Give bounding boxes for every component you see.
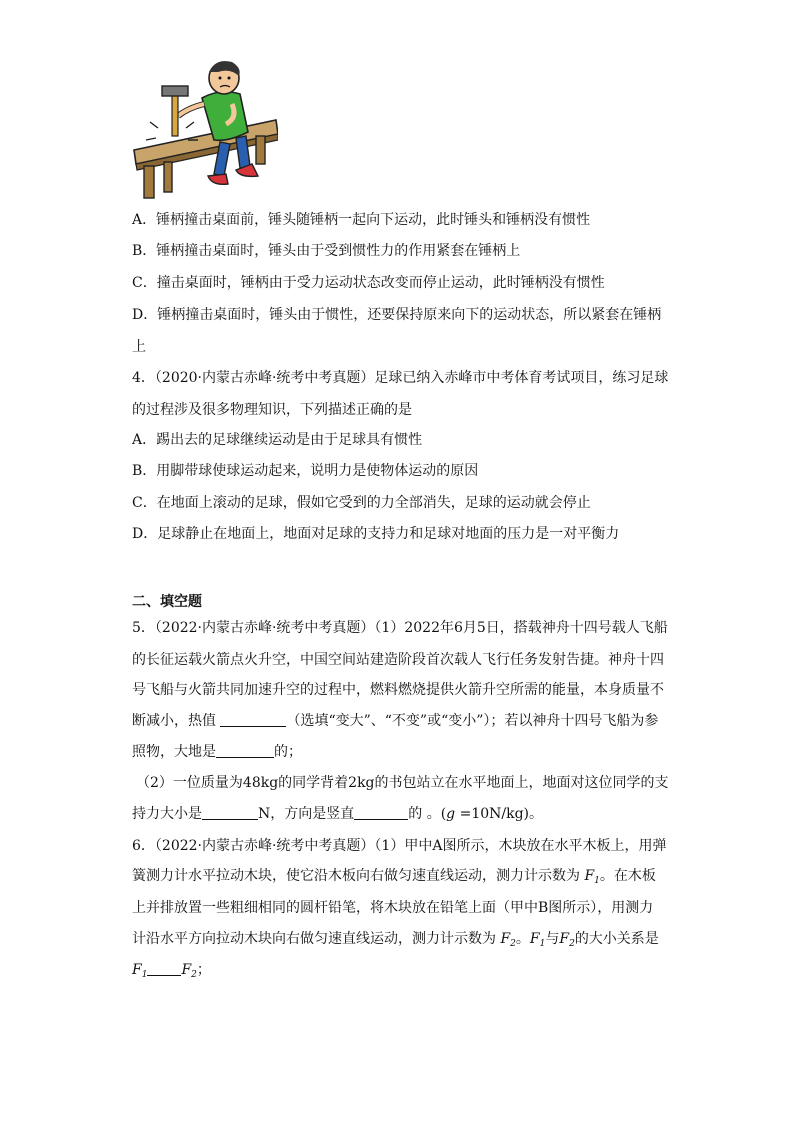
q5-text: （选填“变大”、“不变”或“变小”）；若以神舟十四号飞船为参	[286, 713, 659, 729]
q6-text: F	[584, 868, 595, 884]
q4-option-c: C．在地面上滚动的足球，假如它受到的力全部消失，足球的运动就会停止	[132, 495, 591, 511]
q6-text: 。在木板	[599, 868, 656, 884]
q5-text: N，方向是竖直	[258, 806, 355, 822]
q6-text: 1	[141, 970, 148, 980]
q4-option-d: D．足球静止在地面上，地面对足球的支持力和足球对地面的压力是一对平衡力	[132, 526, 620, 542]
q5-text: 的；	[274, 744, 302, 760]
q3-option-d: D．锤柄撞击桌面时，锤头由于惯性，还要保持原来向下的运动状态，所以紧套在锤柄	[132, 307, 662, 323]
q4-option-a: A．踢出去的足球继续运动是由于足球具有惯性	[132, 432, 423, 448]
q6-text: F	[132, 962, 142, 978]
q3-option-b: B．锤柄撞击桌面时，锤头由于受到惯性力的作用紧套在锤柄上	[132, 243, 521, 259]
q6-line-5	[132, 960, 672, 985]
q6-text: 2	[191, 970, 197, 980]
q5-text: 持力大小是	[132, 806, 202, 822]
q3-option-c: C．撞击桌面时，锤柄由于受力运动状态改变而停止运动，此时锤柄没有惯性	[132, 275, 605, 291]
answer-blank[interactable]	[216, 743, 274, 758]
q6-text: F	[529, 931, 540, 947]
q6-text: 1	[539, 939, 546, 949]
q5-line-3: 号飞船与火箭共同加速升空的过程中，燃料燃烧提供火箭升空所需的能量，本身质量不	[132, 682, 664, 698]
q5-text: 的 。(	[408, 806, 447, 822]
answer-blank[interactable]	[147, 961, 181, 976]
hammer-bench-illustration-icon	[128, 58, 278, 200]
q6-text: 1	[594, 876, 600, 886]
q5-line-5	[132, 742, 672, 762]
q6-line-4	[132, 929, 672, 954]
q3-option-d-cont: 上	[132, 339, 146, 355]
q5-text: 照物，大地是	[132, 744, 216, 760]
q4-stem-cont: 的过程涉及很多物理知识，下列描述正确的是	[132, 402, 412, 418]
q5-text: g	[446, 806, 456, 822]
q6-text: 与	[545, 931, 560, 947]
q6-text: 计沿水平方向拉动木块向右做匀速直线运动，测力计示数为	[132, 931, 501, 947]
q5-line-4	[132, 711, 672, 731]
q5-line-2: 的长征运载火箭点火升空，中国空间站建造阶段首次载人飞行任务发射告捷。神舟十四	[132, 652, 664, 668]
q6-line-3: 上并排放置一些粗细相同的圆杆铅笔，将木块放在铅笔上面（甲中B图所示），用测力	[132, 900, 654, 916]
q4-option-b: B．用脚带球使球运动起来，说明力是使物体运动的原因	[132, 463, 479, 479]
section-title-fill-blank: 二、填空题	[132, 594, 202, 610]
answer-blank[interactable]	[202, 805, 258, 820]
q6-text: 的大小关系是	[574, 931, 659, 947]
q6-text: 2	[569, 939, 575, 949]
q5-line-1: 5．（2022·内蒙古赤峰·统考中考真题）（1）2022年6月5日，搭载神舟十四号载人飞船	[132, 620, 668, 636]
answer-blank[interactable]	[220, 712, 286, 727]
q5-text: =10N/kg)。	[455, 806, 544, 822]
q5-text: 断减小，热值	[132, 713, 221, 729]
q6-text: 簧测力计水平拉动木块，使它沿木板向右做匀速直线运动，测力计示数为	[132, 868, 585, 884]
q6-text: F	[181, 962, 192, 978]
q6-text: ；	[196, 962, 211, 978]
q6-text: 。	[515, 931, 530, 947]
q5-line-6: （2）一位质量为48kg的同学背着2kg的书包站立在水平地面上，地面对这位同学的支	[136, 775, 669, 791]
q4-stem: 4．（2020·内蒙古赤峰·统考中考真题）足球已纳入赤峰市中考体育考试项目，练习足球	[132, 370, 669, 386]
q6-text: F	[559, 931, 570, 947]
q6-line-1: 6．（2022·内蒙古赤峰·统考中考真题）（1）甲中A图所示，木块放在水平木板上，用弹	[132, 838, 667, 854]
q3-option-a: A．锤柄撞击桌面前，锤头随锤柄一起向下运动，此时锤头和锤柄没有惯性	[132, 212, 591, 228]
q6-text: 2	[510, 939, 516, 949]
q6-line-2	[132, 866, 672, 891]
q6-text: F	[500, 931, 511, 947]
q5-line-7	[132, 804, 672, 824]
answer-blank[interactable]	[354, 805, 408, 820]
